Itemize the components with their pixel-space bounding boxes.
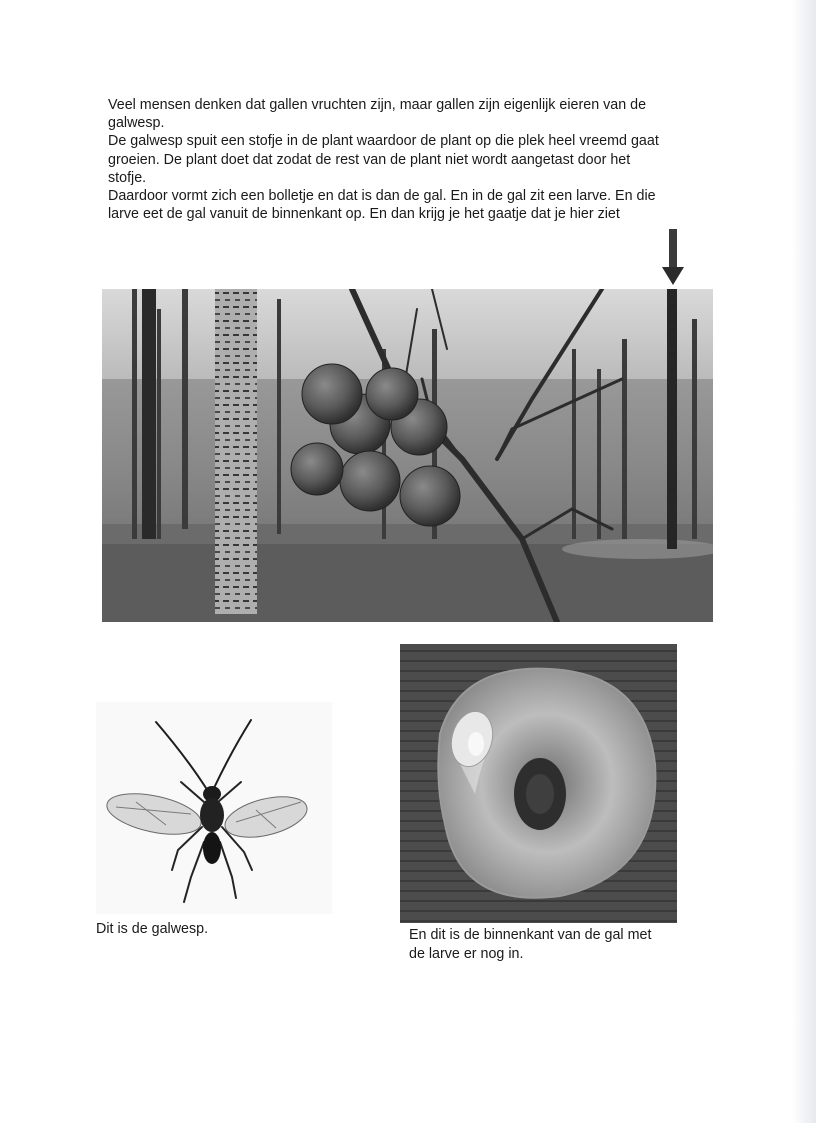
intro-text (108, 96, 708, 223)
intro-paragraph: Daardoor vormt zich een bolletje en dat is dan de gal. En in de gal zit een larve. En die larve eet de gal vanuit de binnenkant op. En dan krijg je het gaatje dat je hier ziet (108, 188, 656, 223)
down-arrow-icon (662, 229, 684, 285)
oak-gall-cluster-photo (102, 289, 713, 622)
intro-paragraph: De galwesp spuit een stofje in de plant waardoor de plant op die plek heel vreemd gaat groeien. De plant doet dat zodat de rest van de plant niet wordt aangetast door het stofje. (108, 133, 659, 186)
gall-cross-section-photo (400, 644, 677, 923)
scan-page-edge (792, 0, 816, 1123)
wasp-caption: Dit is de galwesp. (96, 921, 209, 937)
intro-paragraph: Veel mensen denken dat gallen vruchten zijn, maar gallen zijn eigenlijk eieren van de galwesp. (108, 97, 647, 132)
gall-wasp-photo (96, 702, 332, 914)
inside-gall-caption: En dit is de binnenkant van de gal met de larve er nog in. (409, 927, 652, 962)
